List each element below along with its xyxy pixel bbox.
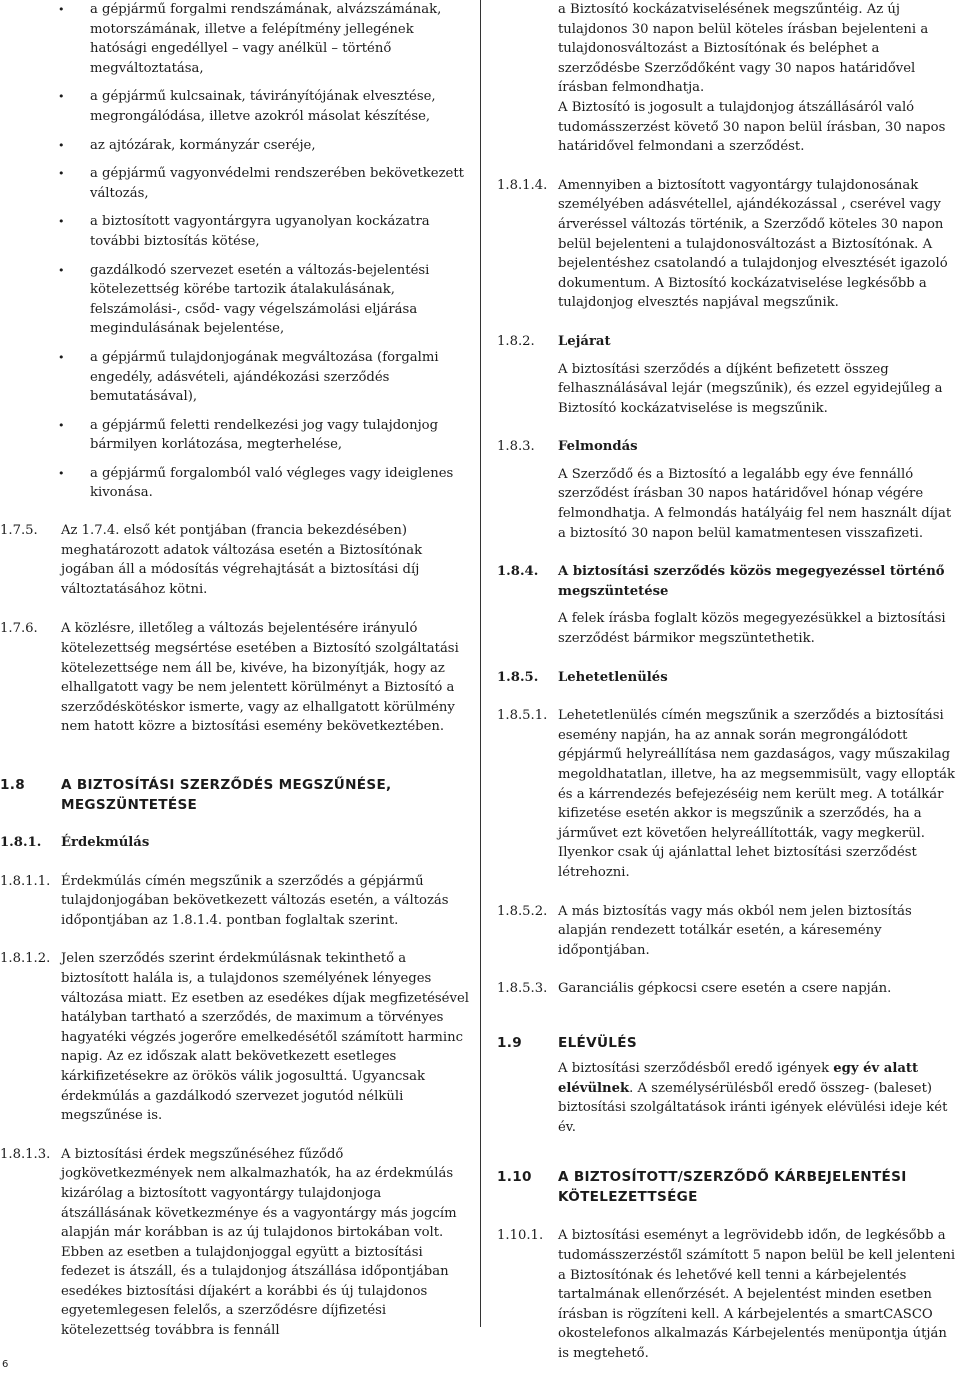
section-heading-1-10 <box>497 1167 960 1207</box>
section-title: ELÉVÜLÉS <box>558 1034 637 1051</box>
clause-1-8-5-2 <box>497 902 960 961</box>
list-item: • a gépjármű forgalomból való végleges vagy ideiglenes kivonása. <box>58 465 454 501</box>
bullet-icon: • <box>58 167 65 181</box>
subheading-title: Érdekmúlás <box>61 835 150 850</box>
clause-text: A közlésre, illetőleg a változás bejelentésére irányuló kötelezettség megsértése esetében a Biztosító szolgáltatási kötelezettsége nem áll be, kivéve, ha bizonyítják, hogy az elhallgatott vagy be nem jelentett körülményt a Biztosító a szerződéskötéskor ismerte, vagy az elhallgatott körülmény nem hatott közre a biztosítási esemény bekövetkeztében. <box>61 621 459 735</box>
subsection-1-8-4 <box>497 562 960 648</box>
section-number: 1.10 <box>497 1169 532 1186</box>
clause-text: Lehetetlenülés címén megszűnik a szerződés a biztosítási esemény napján, ha az annak során megrongálódott gépjármű helyreállítása nem gazdaságos, vagy műszakilag megoldhatatlan, illetve, ha az megsemmisült, vagy ellopták és a kárrendezés befejezéséig nem került meg. A totálkár kifizetése esetén akkor is megszűnik a szerződés, ha a járművet ezt követően helyreállították, vagy megkerül. Ilyenkor csak új ajánlattal lehet biztosítási szerződést létrehozni. <box>558 708 955 880</box>
clause-number: 1.8.2. <box>497 333 535 349</box>
subheading-title: A biztosítási szerződés közös megegyezéssel történő megszüntetése <box>558 564 945 599</box>
clause-number: 1.8.5. <box>497 669 539 685</box>
bullet-icon: • <box>58 350 65 364</box>
clause-1-10-1 <box>497 1226 960 1363</box>
clause-1-7-6 <box>0 619 472 737</box>
clause-text: Az 1.7.4. első két pontjában (francia bekezdésében) meghatározott adatok változása esetén a Biztosítónak jogában áll a módosítás végrehajtását a biztosítási díj változtatásához kötni. <box>61 523 423 597</box>
list-item: • a gépjármű feletti rendelkezési jog vagy tulajdonjog bármilyen korlátozása, megterhelése, <box>58 417 439 453</box>
section-number: 1.8 <box>0 777 25 793</box>
clause-1-8-5-3 <box>497 979 960 999</box>
clause-1-8-5-1 <box>497 706 960 882</box>
clause-text: A más biztosítás vagy más okból nem jelen biztosítás alapján rendezett totálkár esetén, a káresemény időpontjában. <box>558 903 912 958</box>
clause-number: 1.8.1.3. <box>0 1146 51 1162</box>
clause-text: A biztosítási szerződés a díjként befizetett összeg felhasználásával lejár (megszűnik), és ezzel egyidejűleg a Biztosító kockázatviselése is megszűnik. <box>558 361 943 416</box>
clause-text: Garanciális gépkocsi csere esetén a csere napján. <box>558 981 892 997</box>
page-number: 6 <box>2 1359 9 1370</box>
clause-1-8-1-1 <box>0 872 472 931</box>
subheading-title: Lehetetlenülés <box>558 669 668 685</box>
list-item: • az ajtózárak, kormányzár cseréje, <box>90 136 472 156</box>
list-item: • a gépjármű forgalmi rendszámának, alvázszámának, motorszámának, illetve a felépítmény jellegének hatósági engedéllyel – vagy anélkül – történő megváltoztatása, <box>58 2 442 76</box>
section-heading-1-8 <box>0 775 472 815</box>
change-list <box>0 0 472 503</box>
clause-1-8-1-2 <box>0 949 472 1125</box>
section-title: A BIZTOSÍTÁSI SZERZŐDÉS MEGSZŰNÉSE, MEGSZÜNTETÉSE <box>61 777 392 813</box>
clause-number: 1.8.1. <box>0 835 42 850</box>
clause-number: 1.8.5.1. <box>497 708 548 724</box>
clause-text: A biztosítási szerződésből eredő igények egy év alatt elévülnek. A személysérülésből eredő összeg- (baleset) biztosítási szolgáltatások iránti igények elévülési ideje két év. <box>558 1060 948 1135</box>
clause-number: 1.10.1. <box>497 1228 544 1244</box>
subsection-1-8-3 <box>497 437 960 543</box>
subheading-1-8-1 <box>0 833 472 853</box>
left-column <box>0 0 472 1341</box>
bullet-icon: • <box>58 466 65 480</box>
right-column <box>497 0 960 1363</box>
clause-1-8-1-3 <box>0 1145 472 1341</box>
section-number: 1.9 <box>497 1034 522 1051</box>
clause-text: A Szerződő és a Biztosító a legalább egy éve fennálló szerződést írásban 30 napos határidővel hónap végére felmondhatja. A felmondás hatályáig fel nem használt díjat a biztosító 30 napon belül kamatmentesen visszafizeti. <box>558 466 952 541</box>
list-item: • a gépjármű kulcsainak, távirányítójának elvesztése, megrongálódása, illetve azokról másolat készítése, <box>58 89 436 124</box>
continuation-text: A Biztosító is jogosult a tulajdonjog átszállásáról való tudomásszerzést követő 30 napon belül írásban, 30 napos határidővel felmondani a szerződést. <box>558 99 946 155</box>
clause-number: 1.7.5. <box>0 523 38 539</box>
clause-text: Amennyiben a biztosított vagyontárgy tulajdonosának személyében adásvétellel, ajándékozással , cserével vagy árveréssel változás történik, a Szerződő köteles 30 napon belül bejelenteni a tulajdonosváltozást a Biztosítónak. A bejelentéshez csatolandó a tulajdonjog elvesztését igazoló dokumentum. A Biztosító kockázatviselése legkésőbb a tulajdonjog elvesztés napjával megszűnik. <box>558 177 948 311</box>
list-item: • gazdálkodó szervezet esetén a változás-bejelentési kötelezettség körébe tartozik átalakulásának, felszámolási-, csőd- vagy végelszámolási eljárása megindulásának bejelentése, <box>58 262 430 337</box>
bullet-icon: • <box>58 418 65 432</box>
subheading-1-8-5 <box>497 668 960 688</box>
bullet-icon: • <box>58 138 65 152</box>
bullet-icon: • <box>58 90 65 104</box>
clause-continuation <box>497 0 960 157</box>
clause-text: Jelen szerződés szerint érdekmúlásnak tekinthető a biztosított halála is, a tulajdonos személyének lényeges változása miatt. Ez esetben az esedékes díjak megfizetésével hatályban tartható a szerződés, de maximum a törvényes hagyatéki végzés jogerőre emelkedésétől számított harminc napig. Az ez időszak alatt bekövetkezett esetleges kárkifizetésekre az örökös válik jogosulttá. Ugyancsak érdekmúlás a gazdálkodó szervezet jogutód nélküli megszűnése is. <box>61 951 469 1124</box>
subsection-1-8-2 <box>497 332 960 418</box>
list-item: • a gépjármű vagyonvédelmi rendszerében bekövetkezett változás, <box>58 166 464 201</box>
list-item: • a gépjármű tulajdonjogának megváltozása (forgalmi engedély, adásvételi, ajándékozási szerződés bemutatásával), <box>58 349 439 405</box>
clause-1-8-1-4 <box>497 176 960 313</box>
section-title: A BIZTOSÍTOTT/SZERZŐDŐ KÁRBEJELENTÉSI KÖTELEZETTSÉGE <box>558 1169 907 1206</box>
clause-number: 1.7.6. <box>0 621 38 637</box>
emphasis: egy év alatt elévülnek <box>558 1060 919 1096</box>
clause-number: 1.8.5.2. <box>497 903 548 919</box>
column-divider <box>480 0 481 1327</box>
bullet-icon: • <box>58 3 65 16</box>
subheading-title: Lejárat <box>558 333 611 349</box>
bullet-icon: • <box>58 263 65 277</box>
clause-text: A biztosítási érdek megszűnéséhez fűződő jogkövetkezmények nem alkalmazhatók, ha az érdekmúlás kizárólag a biztosított vagyontárgy tulajdonjoga átszállásának következménye és a vagyontárgy más jogcím alapján már korábban is az új tulajdonos birtokában volt. Ebben az esetben a tulajdonjoggal együtt a biztosítási fedezet is átszáll, és a tulajdonjog átszállása időpontjában esedékes biztosítási díjakért a korábbi és új tulajdonos egyetemlegesen felelős, a szerződésre díjfizetési kötelezettség továbbra is fennáll <box>61 1146 457 1339</box>
clause-number: 1.8.1.1. <box>0 873 51 889</box>
clause-number: 1.8.5.3. <box>497 981 548 997</box>
clause-text: A felek írásba foglalt közös megegyezésükkel a biztosítási szerződést bármikor megszüntethetik. <box>558 611 946 647</box>
clause-number: 1.8.1.4. <box>497 177 548 193</box>
continuation-text: a Biztosító kockázatviselésének megszűntéig. Az új tulajdonos 30 napon belül köteles írásban bejelenteni a tulajdonosváltozást a Biztosítónak és beléphet a szerződésbe Szerződőként vagy 30 napos határidővel írásban felmondhatja. <box>558 2 929 96</box>
clause-1-7-5 <box>0 521 472 599</box>
section-1-9 <box>497 1033 960 1137</box>
clause-text: Érdekmúlás címén megszűnik a szerződés a gépjármű tulajdonjogában bekövetkezett változás esetén, a változás időpontjában az 1.8.1.4. pontban foglaltak szerint. <box>61 873 449 928</box>
bullet-icon: • <box>58 215 65 229</box>
subheading-title: Felmondás <box>558 439 638 455</box>
list-item: • a biztosított vagyontárgyra ugyanolyan kockázatra további biztosítás kötése, <box>58 214 430 249</box>
clause-number: 1.8.1.2. <box>0 951 51 967</box>
clause-number: 1.8.3. <box>497 439 535 455</box>
clause-number: 1.8.4. <box>497 564 539 580</box>
clause-text: A biztosítási eseményt a legrövidebb időn, de legkésőbb a tudomásszerzéstől számított 5 napon belül be kell jelenteni a Biztosítónak és lehetővé kell tenni a kárbejelentés tartalmának ellenőrzését. A bejelentést minden esetben írásban is rögzíteni kell. A kárbejelentés a smartCASCO okostelefonos alkalmazás Kárbejelentés menüpontja útján is megtehető. <box>558 1228 956 1361</box>
